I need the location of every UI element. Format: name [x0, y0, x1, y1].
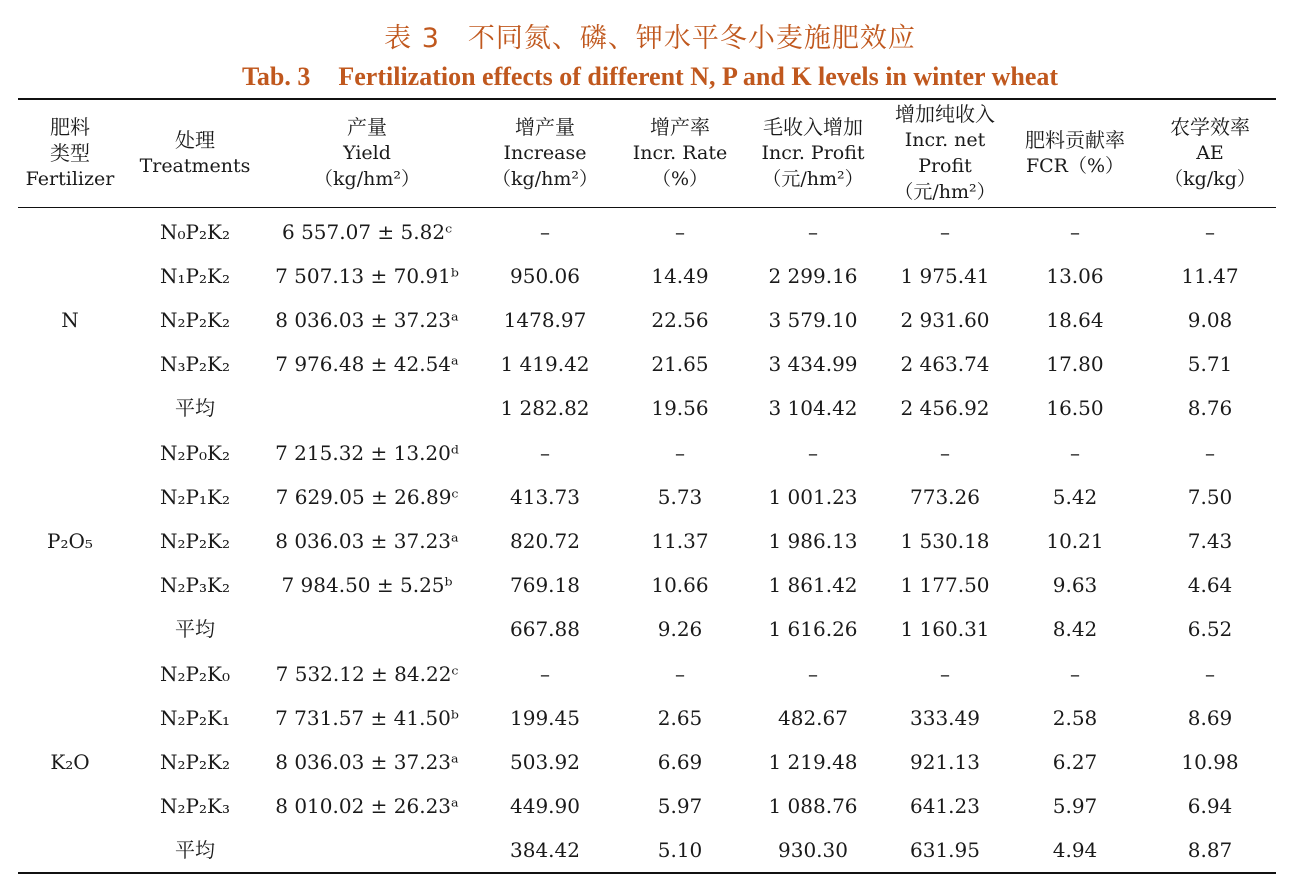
cell-increase: 199.45 [510, 706, 580, 730]
cell-fcr: 5.42 [1052, 485, 1098, 509]
cell-increase: 1 282.82 [500, 396, 590, 420]
cell-yield [262, 386, 472, 430]
table-row [0, 696, 1300, 740]
table-row [0, 652, 1300, 696]
cell-incr-rate: 14.49 [651, 264, 709, 288]
table-row [0, 784, 1300, 828]
cell-yield: 7 629.05 ± 26.89ᶜ [275, 485, 459, 509]
cell-treatment: N₂P₀K₂ [160, 441, 230, 465]
header-incr-profit-unit: （元/hm²） [762, 168, 864, 190]
header-incr-profit-en: Incr. Profit [761, 142, 865, 164]
table-row [0, 254, 1300, 298]
cell-incr-net-profit: 921.13 [910, 750, 980, 774]
cell-fcr: 10.21 [1046, 529, 1104, 553]
cell-incr-profit: – [808, 220, 818, 244]
cell-incr-net-profit: 1 975.41 [900, 264, 990, 288]
header-fertilizer [20, 100, 120, 206]
cell-treatment: N₂P₂K₁ [160, 706, 230, 730]
header-incr-profit [748, 100, 878, 206]
cell-incr-net-profit: 333.49 [910, 706, 980, 730]
cell-ae: 4.64 [1187, 573, 1233, 597]
cell-incr-profit: 3 579.10 [768, 308, 858, 332]
cell-fcr: 2.58 [1052, 706, 1098, 730]
table-title-cn [0, 16, 1300, 55]
table-header-rule [18, 207, 1276, 208]
cell-fcr: 4.94 [1052, 838, 1098, 862]
header-incr-net-profit [880, 100, 1010, 206]
header-incr-rate-zh: 增产率 [650, 115, 710, 139]
cell-ae: 7.43 [1187, 529, 1233, 553]
cell-yield: 6 557.07 ± 5.82ᶜ [282, 220, 452, 244]
cell-incr-profit: 1 986.13 [768, 529, 858, 553]
header-incr-net-profit-en2: Profit [918, 155, 972, 177]
cell-incr-rate: 2.65 [657, 706, 703, 730]
cell-incr-net-profit: 2 456.92 [900, 396, 990, 420]
group-label-p2o5: P₂O₅ [47, 529, 93, 553]
header-fcr [1010, 100, 1140, 206]
header-fertilizer-zh2: 类型 [50, 141, 90, 165]
cell-fcr: 17.80 [1046, 352, 1104, 376]
header-increase-unit: （kg/hm²） [492, 168, 598, 190]
cell-increase: 503.92 [510, 750, 580, 774]
header-treatments-zh: 处理 [175, 128, 215, 152]
cell-incr-profit: 2 299.16 [768, 264, 858, 288]
table-row [0, 210, 1300, 254]
cell-incr-net-profit: 773.26 [910, 485, 980, 509]
cell-ae: – [1205, 662, 1215, 686]
cell-fcr: 16.50 [1046, 396, 1104, 420]
cell-increase: 384.42 [510, 838, 580, 862]
table-number-en: Tab. 3 [241, 62, 311, 91]
table-row [0, 519, 1300, 563]
cell-fcr: 6.27 [1052, 750, 1098, 774]
cell-incr-profit: 1 001.23 [768, 485, 858, 509]
cell-increase: 413.73 [510, 485, 580, 509]
table-row [0, 342, 1300, 386]
cell-yield: 8 036.03 ± 37.23ᵃ [275, 750, 459, 774]
header-fcr-en: FCR（%） [1025, 155, 1125, 177]
table-row [0, 563, 1300, 607]
cell-treatment: N₂P₂K₂ [160, 308, 230, 332]
cell-incr-rate: 21.65 [651, 352, 709, 376]
header-yield [262, 100, 472, 206]
cell-incr-profit: 1 861.42 [768, 573, 858, 597]
table-row [0, 475, 1300, 519]
cell-incr-rate: – [675, 441, 685, 465]
cell-fcr: – [1070, 441, 1080, 465]
cell-incr-rate: 9.26 [657, 617, 703, 641]
cell-increase: 769.18 [510, 573, 580, 597]
table-row [0, 298, 1300, 342]
cell-yield: 8 010.02 ± 26.23ᵃ [275, 794, 459, 818]
header-fcr-zh: 肥料贡献率 [1025, 128, 1125, 152]
cell-incr-rate: 10.66 [651, 573, 709, 597]
header-fertilizer-en: Fertilizer [25, 168, 115, 190]
header-ae-unit: （kg/kg） [1164, 168, 1256, 190]
header-incr-net-profit-zh: 增加纯收入 [895, 102, 995, 126]
cell-incr-net-profit: 1 530.18 [900, 529, 990, 553]
cell-ae: 9.08 [1187, 308, 1233, 332]
cell-treatment: N₂P₂K₃ [160, 794, 230, 818]
cell-fcr: 9.63 [1052, 573, 1098, 597]
cell-ae: 6.94 [1187, 794, 1233, 818]
cell-incr-profit: – [808, 662, 818, 686]
cell-incr-profit: 930.30 [778, 838, 848, 862]
table-caption-cn: 不同氮、磷、钾水平冬小麦施肥效应 [467, 23, 916, 54]
cell-increase: – [540, 441, 550, 465]
cell-ae: – [1205, 220, 1215, 244]
header-yield-en: Yield [343, 142, 391, 164]
cell-increase: 449.90 [510, 794, 580, 818]
cell-treatment: N₁P₂K₂ [160, 264, 230, 288]
header-ae-zh: 农学效率 [1170, 115, 1250, 139]
header-incr-rate [615, 100, 745, 206]
header-incr-rate-en: Incr. Rate [632, 142, 728, 164]
cell-yield: 7 215.32 ± 13.20ᵈ [275, 441, 459, 465]
cell-increase: – [540, 220, 550, 244]
group-label-n: N [61, 308, 79, 332]
cell-incr-rate: 6.69 [657, 750, 703, 774]
cell-incr-profit: 482.67 [778, 706, 848, 730]
cell-treatment: N₂P₂K₀ [160, 662, 230, 686]
cell-yield [262, 828, 472, 872]
cell-incr-net-profit: 631.95 [910, 838, 980, 862]
cell-incr-rate: 5.97 [657, 794, 703, 818]
header-incr-rate-unit: （%） [651, 168, 709, 190]
cell-incr-net-profit: 1 177.50 [900, 573, 990, 597]
cell-fcr: 5.97 [1052, 794, 1098, 818]
header-ae-en: AE [1196, 142, 1224, 164]
header-increase-zh: 增产量 [515, 115, 575, 139]
table-number-cn: 表 3 [384, 23, 440, 54]
cell-incr-rate: 11.37 [651, 529, 709, 553]
cell-fcr: 13.06 [1046, 264, 1104, 288]
table-row [0, 386, 1300, 430]
header-incr-net-profit-en: Incr. net [904, 129, 986, 151]
cell-increase: – [540, 662, 550, 686]
cell-incr-net-profit: 641.23 [910, 794, 980, 818]
cell-incr-rate: 5.73 [657, 485, 703, 509]
cell-treatment: N₀P₂K₂ [160, 220, 230, 244]
cell-yield: 7 976.48 ± 42.54ᵃ [275, 352, 459, 376]
cell-incr-net-profit: 2 931.60 [900, 308, 990, 332]
cell-increase: 820.72 [510, 529, 580, 553]
header-treatments-en: Treatments [139, 155, 251, 177]
header-incr-profit-zh: 毛收入增加 [763, 115, 863, 139]
cell-yield [262, 607, 472, 651]
cell-ae: 8.87 [1187, 838, 1233, 862]
table-row [0, 828, 1300, 872]
cell-treatment: 平均 [175, 838, 215, 862]
table-row [0, 740, 1300, 784]
cell-increase: 1478.97 [503, 308, 587, 332]
cell-incr-net-profit: 1 160.31 [900, 617, 990, 641]
cell-incr-profit: 3 434.99 [768, 352, 858, 376]
cell-ae: 8.76 [1187, 396, 1233, 420]
cell-treatment: N₂P₁K₂ [160, 485, 230, 509]
table-bottom-rule [18, 872, 1276, 874]
cell-fcr: 18.64 [1046, 308, 1104, 332]
cell-ae: – [1205, 441, 1215, 465]
cell-yield: 7 507.13 ± 70.91ᵇ [275, 264, 459, 288]
group-label-k2o: K₂O [50, 750, 90, 774]
cell-incr-rate: 22.56 [651, 308, 709, 332]
cell-treatment: 平均 [175, 396, 215, 420]
cell-yield: 7 532.12 ± 84.22ᶜ [275, 662, 459, 686]
header-increase [480, 100, 610, 206]
cell-treatment: N₂P₂K₂ [160, 750, 230, 774]
cell-incr-profit: 1 219.48 [768, 750, 858, 774]
cell-incr-profit: 3 104.42 [768, 396, 858, 420]
cell-incr-rate: – [675, 662, 685, 686]
header-yield-unit: （kg/hm²） [314, 168, 420, 190]
cell-incr-net-profit: – [940, 441, 950, 465]
cell-yield: 7 731.57 ± 41.50ᵇ [275, 706, 459, 730]
cell-incr-net-profit: – [940, 220, 950, 244]
cell-treatment: N₂P₃K₂ [160, 573, 230, 597]
cell-incr-rate: – [675, 220, 685, 244]
cell-treatment: N₃P₂K₂ [160, 352, 230, 376]
cell-incr-net-profit: 2 463.74 [900, 352, 990, 376]
table-row [0, 431, 1300, 475]
cell-incr-rate: 5.10 [657, 838, 703, 862]
cell-yield: 8 036.03 ± 37.23ᵃ [275, 529, 459, 553]
cell-ae: 8.69 [1187, 706, 1233, 730]
cell-increase: 667.88 [510, 617, 580, 641]
header-increase-en: Increase [503, 142, 587, 164]
cell-ae: 6.52 [1187, 617, 1233, 641]
header-yield-zh: 产量 [347, 115, 387, 139]
cell-fcr: – [1070, 220, 1080, 244]
cell-yield: 8 036.03 ± 37.23ᵃ [275, 308, 459, 332]
cell-incr-profit: 1 616.26 [768, 617, 858, 641]
table-title-en [0, 62, 1300, 92]
table-row [0, 607, 1300, 651]
cell-ae: 11.47 [1181, 264, 1239, 288]
cell-fcr: 8.42 [1052, 617, 1098, 641]
cell-incr-profit: 1 088.76 [768, 794, 858, 818]
cell-ae: 5.71 [1187, 352, 1233, 376]
cell-treatment: 平均 [175, 617, 215, 641]
cell-fcr: – [1070, 662, 1080, 686]
header-incr-net-profit-unit: （元/hm²） [894, 181, 996, 203]
table-caption-en: Fertilization effects of different N, P and K levels in winter wheat [338, 62, 1059, 91]
cell-increase: 950.06 [510, 264, 580, 288]
header-fertilizer-zh: 肥料 [50, 115, 90, 139]
cell-incr-rate: 19.56 [651, 396, 709, 420]
cell-ae: 10.98 [1181, 750, 1239, 774]
header-ae [1145, 100, 1275, 206]
cell-increase: 1 419.42 [500, 352, 590, 376]
cell-yield: 7 984.50 ± 5.25ᵇ [281, 573, 453, 597]
header-treatments [130, 100, 260, 206]
cell-treatment: N₂P₂K₂ [160, 529, 230, 553]
cell-incr-net-profit: – [940, 662, 950, 686]
cell-ae: 7.50 [1187, 485, 1233, 509]
cell-incr-profit: – [808, 441, 818, 465]
